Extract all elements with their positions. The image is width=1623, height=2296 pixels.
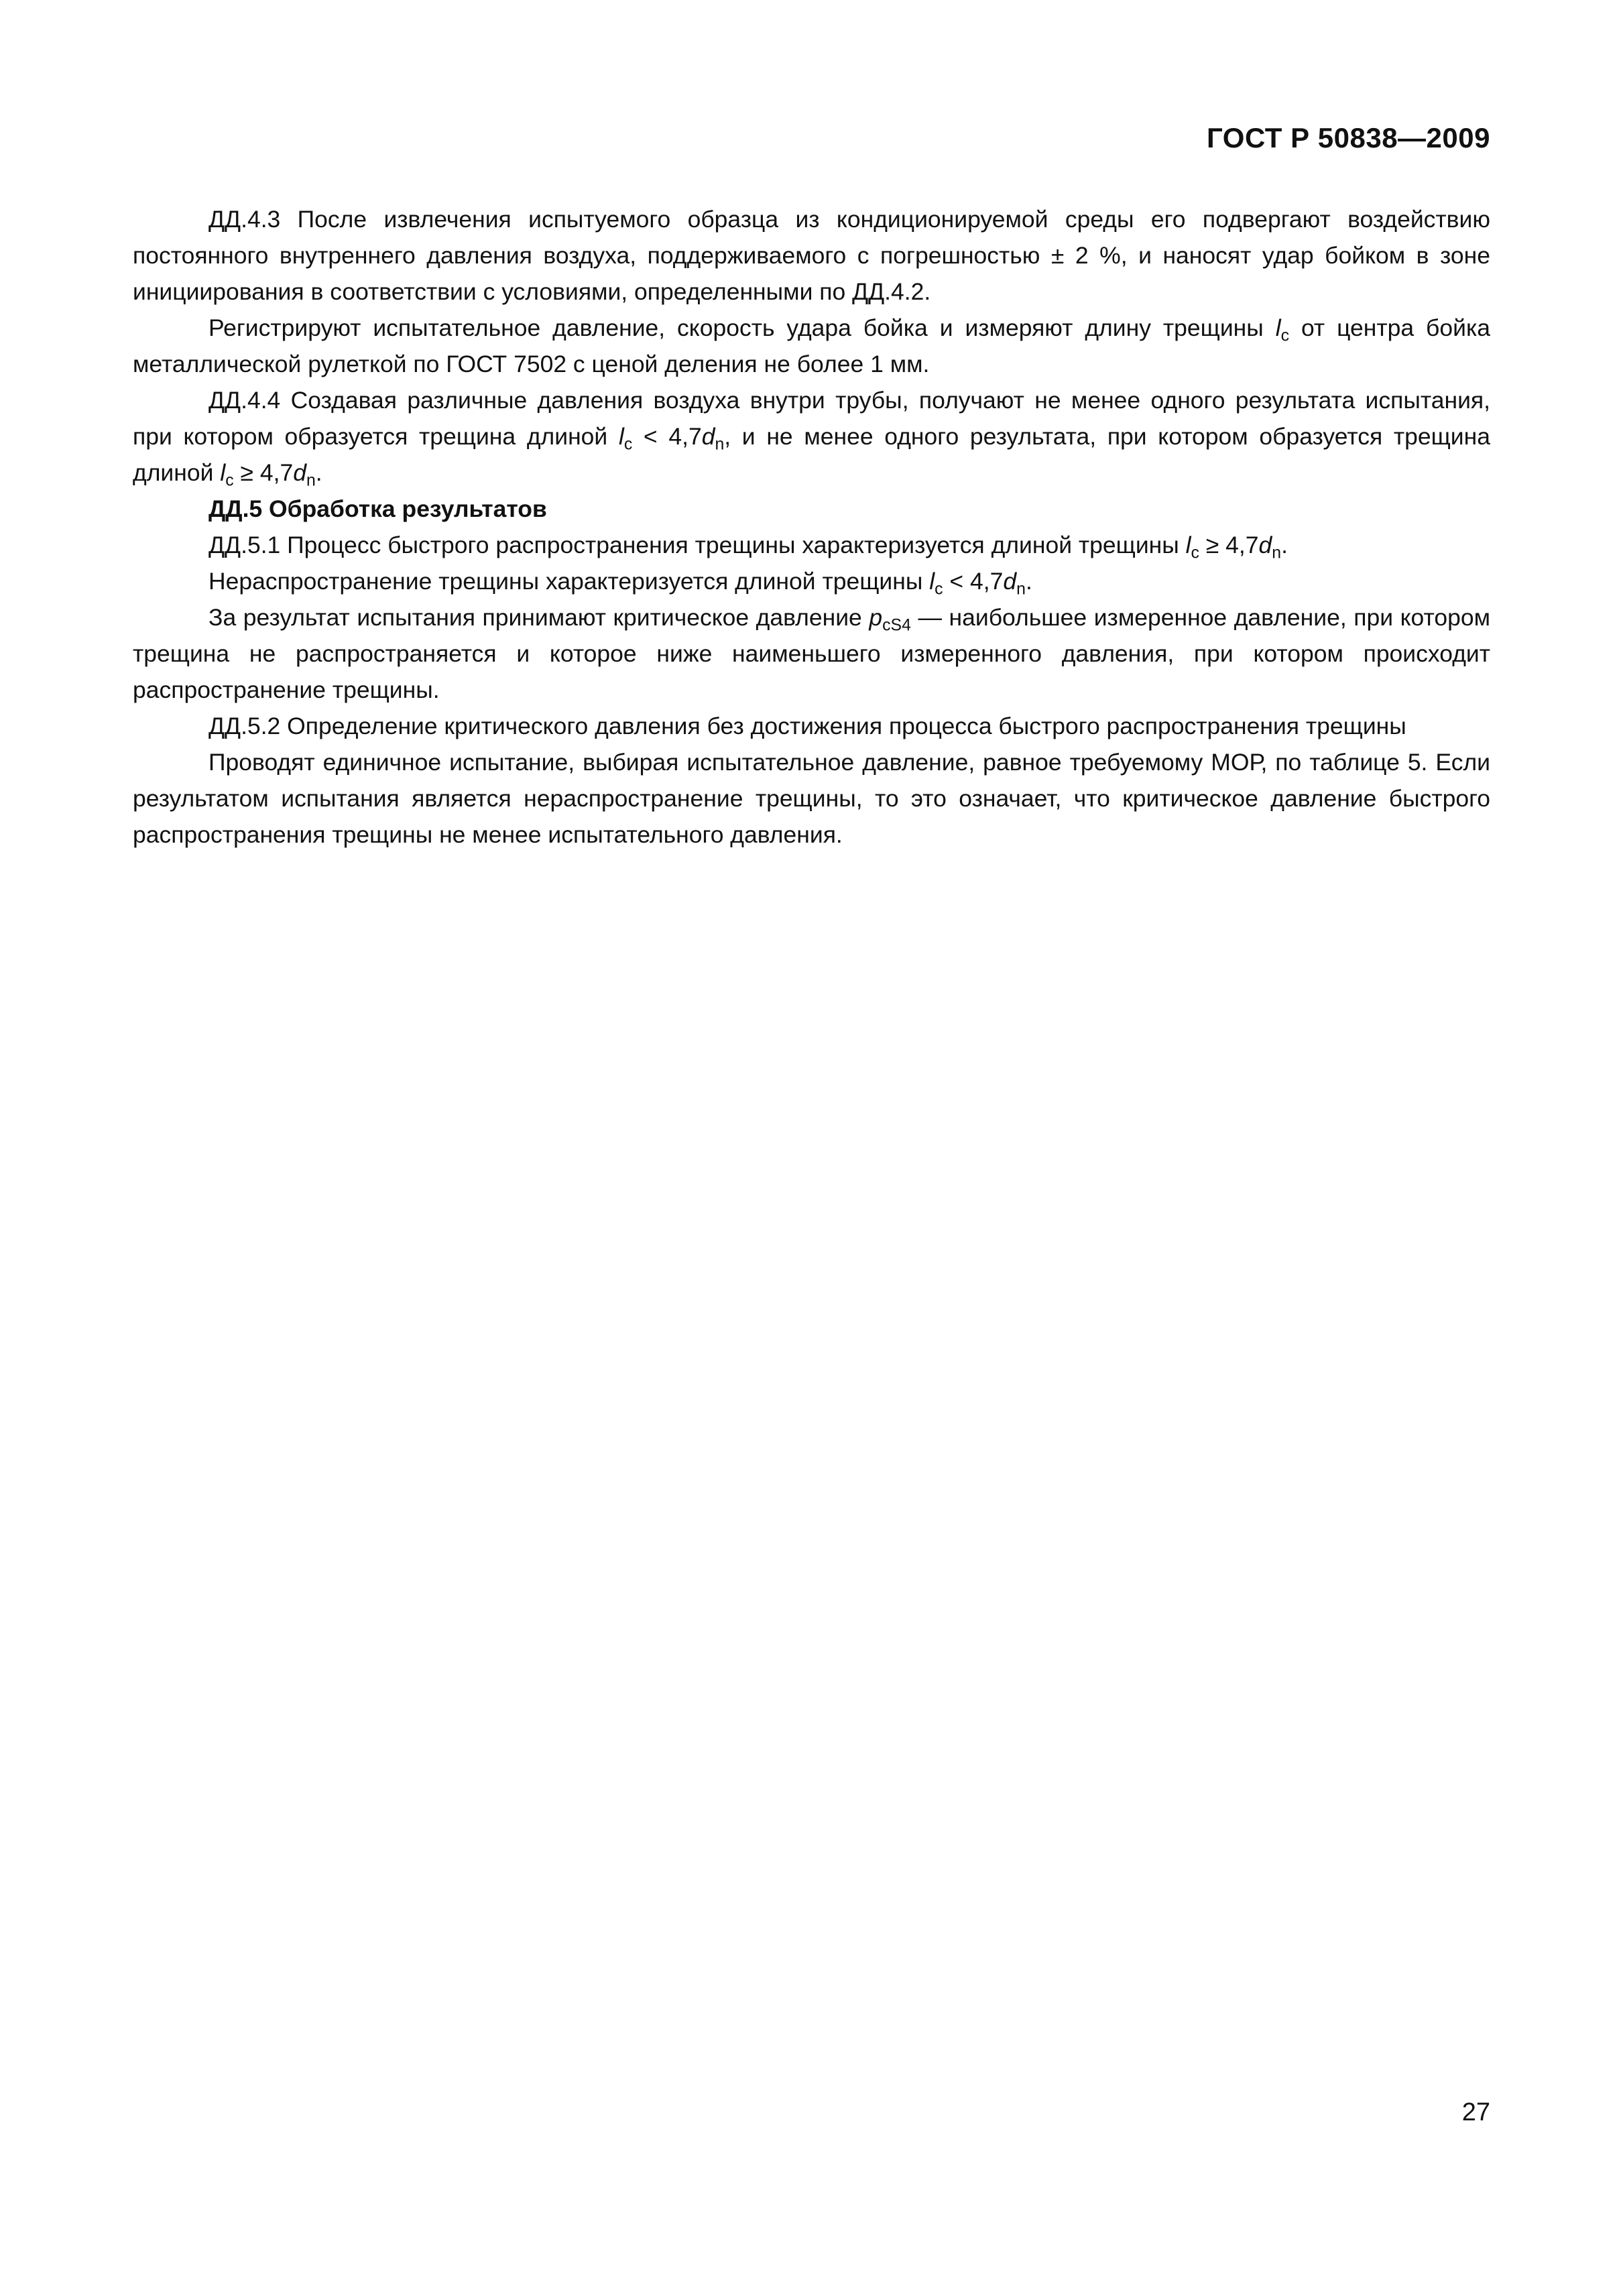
variable-d: d	[1258, 532, 1272, 558]
text-run: ДД.4.4 Создавая различные давления воздуха внутри трубы, получают не менее одного результата испытания, при котором образуется трещина длиной	[133, 387, 1490, 450]
variable-l: l	[618, 423, 624, 450]
variable-d: d	[1003, 568, 1017, 595]
variable-d: d	[701, 423, 715, 450]
subscript-c: c	[225, 471, 234, 490]
text-run: .	[1281, 532, 1288, 558]
subscript-c: c	[1191, 544, 1199, 562]
section-heading-dd-5: ДД.5 Обработка результатов	[208, 495, 547, 522]
variable-l: l	[220, 459, 226, 486]
subscript-n: n	[1272, 544, 1282, 562]
document-code-header: ГОСТ Р 50838—2009	[1207, 122, 1490, 154]
text-run: ≥ 4,7	[1199, 532, 1259, 558]
text-run: , и не менее одного результата, при котором образуется трещина длиной	[133, 423, 1490, 486]
variable-l: l	[929, 568, 935, 595]
subscript-cs4: cS4	[882, 616, 911, 635]
paragraph-dd-4-3: ДД.4.3 После извлечения испытуемого образца из кондиционируемой среды его подвергают воздействию постоянного внутреннего давления воздуха, поддерживаемого с погрешностью ± 2 %, и наносят удар бойком в зоне инициирования в соответствии с условиями, определенными по ДД.4.2.	[133, 206, 1490, 305]
text-run: — наибольшее измеренное давление, при котором трещина не распространяется и которое ниже наименьшего измеренного давления, при котором происходит распространение трещины.	[133, 604, 1490, 703]
paragraph-test-result	[133, 599, 1490, 708]
paragraph-dd-5-2: ДД.5.2 Определение критического давления без достижения процесса быстрого распространения трещины	[208, 713, 1406, 739]
variable-l: l	[1185, 532, 1191, 558]
text-run: .	[1025, 568, 1032, 595]
variable-l: l	[1275, 314, 1281, 341]
text-run: < 4,7	[943, 568, 1004, 595]
text-run: ДД.5.1 Процесс быстрого распространения трещины характеризуется длиной трещины	[208, 532, 1186, 558]
document-body	[133, 201, 1490, 853]
paragraph-dd-5-1	[133, 527, 1490, 563]
text-run: от центра бойка металлической рулеткой по ГОСТ 7502 с ценой деления не более 1 мм.	[133, 314, 1490, 377]
text-run: За результат испытания принимают критическое давление	[208, 604, 869, 631]
text-run: < 4,7	[632, 423, 702, 450]
paragraph-single-test: Проводят единичное испытание, выбирая испытательное давление, равное требуемому МОР, по таблице 5. Если результатом испытания является нераспространение трещины, то это означает, что критическое давление быстрого распространения трещины не менее испытательного давления.	[133, 749, 1490, 848]
subscript-c: c	[1280, 326, 1290, 345]
text-run: Нераспространение трещины характеризуется длиной трещины	[208, 568, 930, 595]
text-run: ≥ 4,7	[233, 459, 294, 486]
page-number: 27	[1461, 2098, 1490, 2126]
subscript-n: n	[1016, 580, 1026, 599]
subscript-n: n	[715, 435, 725, 454]
subscript-n: n	[306, 471, 316, 490]
paragraph-non-propagation	[133, 563, 1490, 599]
paragraph-dd-4-4	[133, 382, 1490, 491]
variable-d: d	[293, 459, 306, 486]
paragraph-register-pressure	[133, 310, 1490, 382]
subscript-c: c	[935, 580, 943, 599]
variable-p: p	[869, 604, 883, 631]
text-run: .	[315, 459, 322, 486]
text-run: Регистрируют испытательное давление, скорость удара бойка и измеряют длину трещины	[208, 314, 1276, 341]
subscript-c: c	[623, 435, 633, 454]
